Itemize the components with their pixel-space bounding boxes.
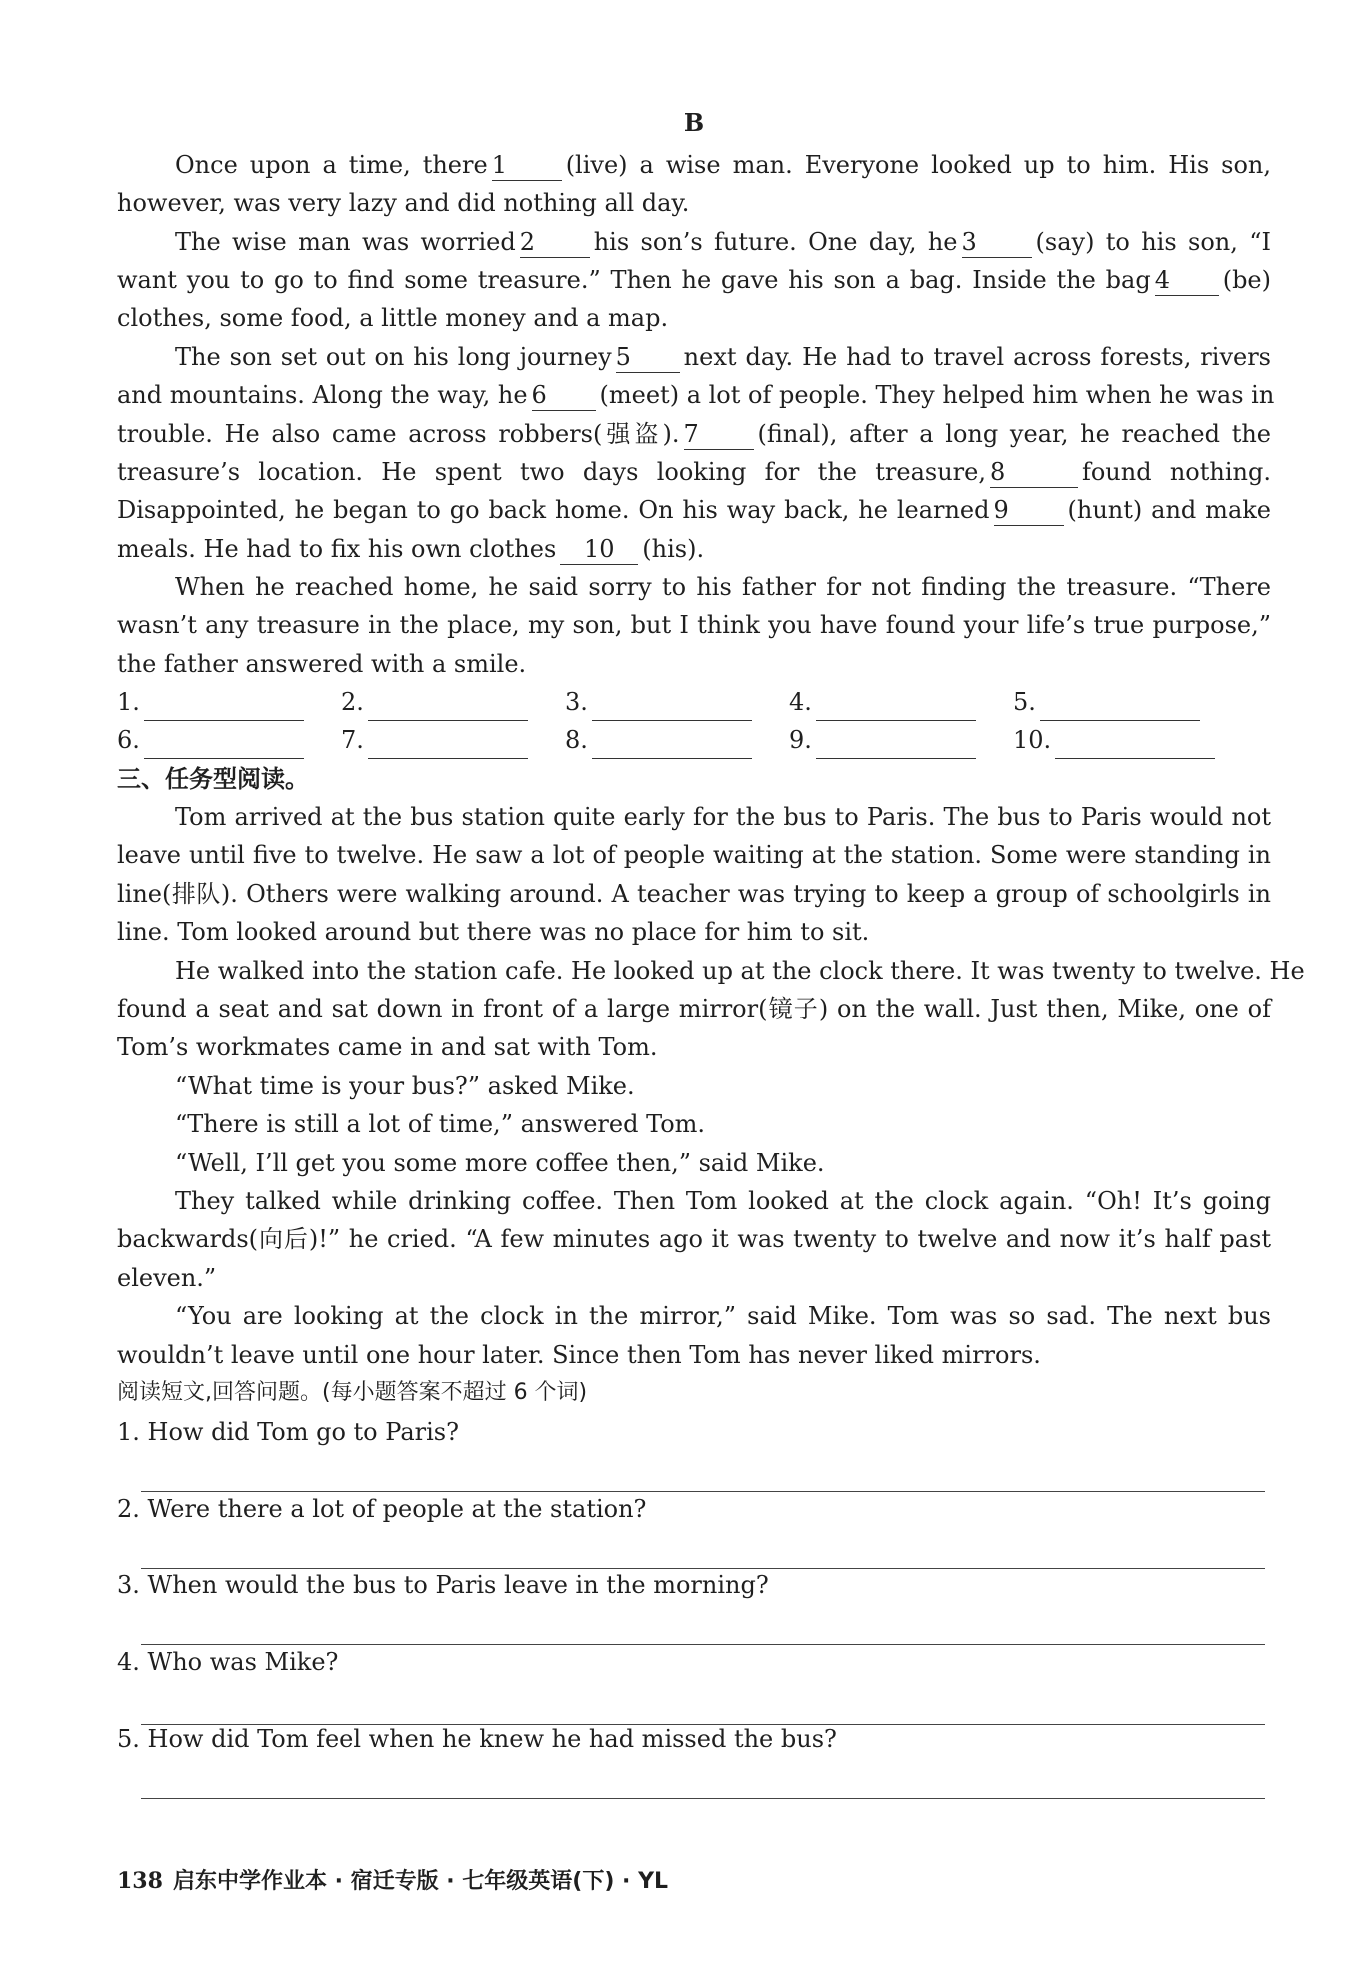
answer-slot-7[interactable]: 7. bbox=[341, 721, 528, 759]
passage-c-line: eleven.” bbox=[117, 1264, 217, 1292]
dialogue-line: “What time is your bus?” asked Mike. bbox=[175, 1072, 635, 1100]
passage-b-line: Disappointed, he began to go back home. On his way back, he learned 9 (hunt) and make bbox=[117, 496, 1271, 524]
answer-slot-6[interactable]: 6. bbox=[117, 721, 304, 759]
section-b-label: B bbox=[683, 108, 705, 137]
book-title: 启东中学作业本 · 宿迁专版 · 七年级英语(下) · YL bbox=[172, 1869, 669, 1894]
answer-slot-5[interactable]: 5. bbox=[1013, 683, 1200, 721]
answer-slot-3[interactable]: 3. bbox=[565, 683, 752, 721]
passage-b-line: Once upon a time, there 1 (live) a wise man. Everyone looked up to him. His son, bbox=[175, 151, 1271, 179]
passage-b-line: The son set out on his long journey 5 next day. He had to travel across forests, rivers bbox=[175, 343, 1271, 371]
blank-6[interactable]: 6 bbox=[532, 380, 596, 411]
passage-b-line: treasure’s location. He spent two days looking for the treasure, 8 found nothing. bbox=[117, 458, 1271, 486]
answer-line-5[interactable] bbox=[141, 1798, 1265, 1799]
section-3-heading: 三、任务型阅读。 bbox=[117, 765, 309, 793]
question-5: 5. How did Tom feel when he knew he had missed the bus? bbox=[117, 1725, 837, 1753]
answer-slot-8[interactable]: 8. bbox=[565, 721, 752, 759]
dialogue-line: “Well, I’ll get you some more coffee then,” said Mike. bbox=[175, 1149, 825, 1177]
blank-5[interactable]: 5 bbox=[616, 342, 680, 373]
blank-10[interactable]: 10 bbox=[560, 534, 638, 565]
passage-b-line: however, was very lazy and did nothing all day. bbox=[117, 189, 690, 217]
passage-b-line: the father answered with a smile. bbox=[117, 650, 527, 678]
passage-c-line: found a seat and sat down in front of a large mirror(镜子) on the wall. Just then, Mike, one of bbox=[117, 995, 1271, 1023]
passage-c-line: leave until five to twelve. He saw a lot of people waiting at the station. Some were standing in bbox=[117, 841, 1271, 869]
passage-b-line: want you to go to find some treasure.” Then he gave his son a bag. Inside the bag 4 (be) bbox=[117, 266, 1271, 294]
passage-c-line: line(排队). Others were walking around. A teacher was trying to keep a group of schoolgirls in bbox=[117, 880, 1271, 908]
blank-4[interactable]: 4 bbox=[1155, 265, 1219, 296]
dialogue-line: “There is still a lot of time,” answered Tom. bbox=[175, 1110, 706, 1138]
page-number: 138 bbox=[117, 1868, 163, 1894]
blank-8[interactable]: 8 bbox=[990, 457, 1078, 488]
passage-c-line: backwards(向后)!” he cried. “A few minutes ago it was twenty to twelve and now it’s half past bbox=[117, 1225, 1271, 1253]
answer-slot-9[interactable]: 9. bbox=[789, 721, 976, 759]
passage-b-line: clothes, some food, a little money and a map. bbox=[117, 304, 669, 332]
question-instruction: 阅读短文,回答问题。(每小题答案不超过 6 个词) bbox=[117, 1380, 588, 1405]
passage-b-line: The wise man was worried 2 his son’s future. One day, he 3 (say) to his son, “I bbox=[175, 228, 1271, 256]
passage-c-line: line. Tom looked around but there was no place for him to sit. bbox=[117, 918, 870, 946]
question-3: 3. When would the bus to Paris leave in the morning? bbox=[117, 1571, 769, 1599]
answer-slot-4[interactable]: 4. bbox=[789, 683, 976, 721]
passage-c-line: “You are looking at the clock in the mirror,” said Mike. Tom was so sad. The next bus bbox=[175, 1302, 1271, 1330]
passage-c-line: Tom’s workmates came in and sat with Tom. bbox=[117, 1033, 658, 1061]
passage-b-line: meals. He had to fix his own clothes 10 (his). bbox=[117, 535, 705, 563]
question-2: 2. Were there a lot of people at the station? bbox=[117, 1495, 647, 1523]
passage-c-line: They talked while drinking coffee. Then Tom looked at the clock again. “Oh! It’s going bbox=[175, 1187, 1271, 1215]
page-footer bbox=[117, 1864, 668, 1895]
question-1: 1. How did Tom go to Paris? bbox=[117, 1418, 459, 1446]
blank-7[interactable]: 7 bbox=[684, 419, 754, 450]
passage-b-line: wasn’t any treasure in the place, my son, but I think you have found your life’s true purpose,” bbox=[117, 611, 1271, 639]
blank-9[interactable]: 9 bbox=[994, 495, 1064, 526]
passage-b-line: When he reached home, he said sorry to his father for not finding the treasure. “There bbox=[175, 573, 1271, 601]
passage-c-line: wouldn’t leave until one hour later. Since then Tom has never liked mirrors. bbox=[117, 1341, 1041, 1369]
answer-slot-10[interactable]: 10. bbox=[1013, 721, 1215, 759]
question-4: 4. Who was Mike? bbox=[117, 1648, 339, 1676]
blank-2[interactable]: 2 bbox=[520, 227, 590, 258]
answer-slot-1[interactable]: 1. bbox=[117, 683, 304, 721]
blank-1[interactable]: 1 bbox=[492, 150, 562, 181]
passage-c-line: Tom arrived at the bus station quite early for the bus to Paris. The bus to Paris would not bbox=[175, 803, 1271, 831]
passage-c-line: He walked into the station cafe. He looked up at the clock there. It was twenty to twelve. He bbox=[175, 957, 1305, 985]
passage-b-line: and mountains. Along the way, he 6 (meet) a lot of people. They helped him when he was in bbox=[117, 381, 1275, 409]
passage-b-line: trouble. He also came across robbers(强盗). 7 (final), after a long year, he reached the bbox=[117, 420, 1272, 448]
answer-slot-2[interactable]: 2. bbox=[341, 683, 528, 721]
blank-3[interactable]: 3 bbox=[962, 227, 1032, 258]
